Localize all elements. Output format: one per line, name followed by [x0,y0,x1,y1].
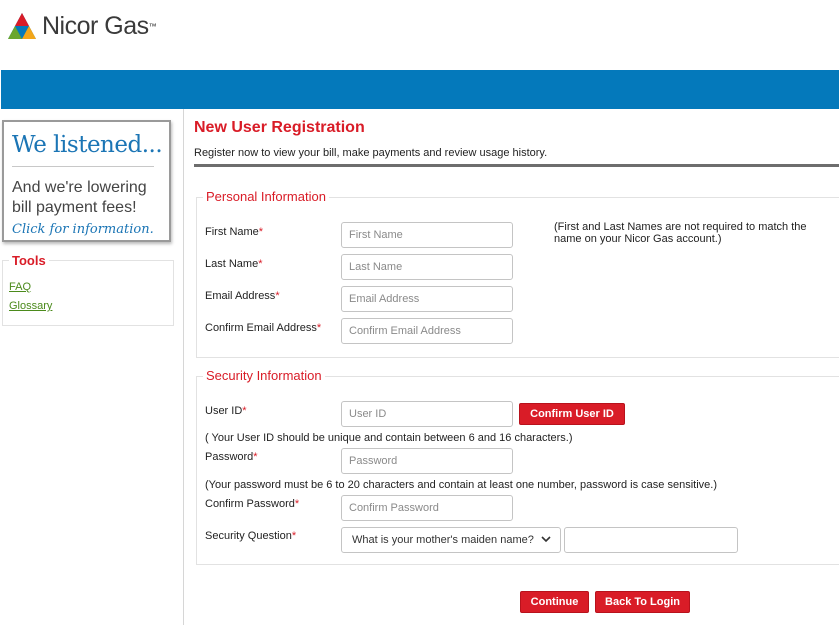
confirm-email-label: Confirm Email Address* [205,322,322,334]
last-name-label: Last Name* [205,258,263,270]
security-info-legend: Security Information [203,368,325,383]
continue-button[interactable]: Continue [520,591,589,613]
security-question-value: What is your mother's maiden name? [352,534,534,546]
last-name-input[interactable] [341,254,513,280]
required-marker: * [316,322,322,334]
security-question-select[interactable] [341,527,561,553]
password-input[interactable] [341,448,513,474]
promo-headline: We listened... [12,132,163,158]
back-to-login-button[interactable]: Back To Login [595,591,690,613]
email-input[interactable] [341,286,513,312]
confirm-password-label: Confirm Password* [205,498,300,510]
glossary-link[interactable]: Glossary [9,300,53,312]
promo-body: And we're lowering bill payment fees! [12,179,147,216]
user-id-input[interactable] [341,401,513,427]
password-note: (Your password must be 6 to 20 characters and contain at least one number, password is case sensitive.) [205,479,717,491]
confirm-email-input[interactable] [341,318,513,344]
email-label: Email Address* [205,290,280,302]
first-name-label: First Name* [205,226,264,238]
required-marker: * [242,405,247,417]
required-marker: * [258,258,263,270]
confirm-user-id-button[interactable]: Confirm User ID [519,403,625,425]
header [0,0,839,70]
trademark-mark: ™ [148,21,157,31]
confirm-password-input[interactable] [341,495,513,521]
page-title: New User Registration [194,119,365,136]
promo-cta[interactable]: Click for information. [12,222,154,237]
security-info-section [196,368,839,565]
nicor-gas-logo[interactable] [6,8,166,44]
promo-divider [12,166,154,167]
security-question-label: Security Question* [205,530,297,542]
required-marker: * [291,530,297,542]
personal-info-legend: Personal Information [203,189,329,204]
faq-link[interactable]: FAQ [9,281,32,293]
required-marker: * [275,290,280,302]
first-name-input[interactable] [341,222,513,248]
personal-info-section [196,189,839,358]
required-marker: * [253,451,258,463]
required-marker: * [294,498,300,510]
password-label: Password* [205,451,258,463]
sidebar [0,109,184,625]
tools-box [2,253,174,326]
brand-name: Nicor Gas [42,11,149,40]
chevron-down-icon [540,533,552,548]
flame-logo-icon [6,11,38,41]
fee-promo-banner[interactable] [2,120,171,242]
required-marker: * [258,226,264,238]
nav-bar [1,70,839,109]
name-note: (First and Last Names are not required to match the name on your Nicor Gas account.) [554,221,807,245]
tools-legend: Tools [9,253,49,268]
user-id-note: ( Your User ID should be unique and contain between 6 and 16 characters.) [205,432,573,444]
page-intro: Register now to view your bill, make payments and review usage history. [194,147,548,159]
user-id-label: User ID* [205,405,247,417]
security-answer-input[interactable] [564,527,738,553]
title-divider [194,164,839,167]
